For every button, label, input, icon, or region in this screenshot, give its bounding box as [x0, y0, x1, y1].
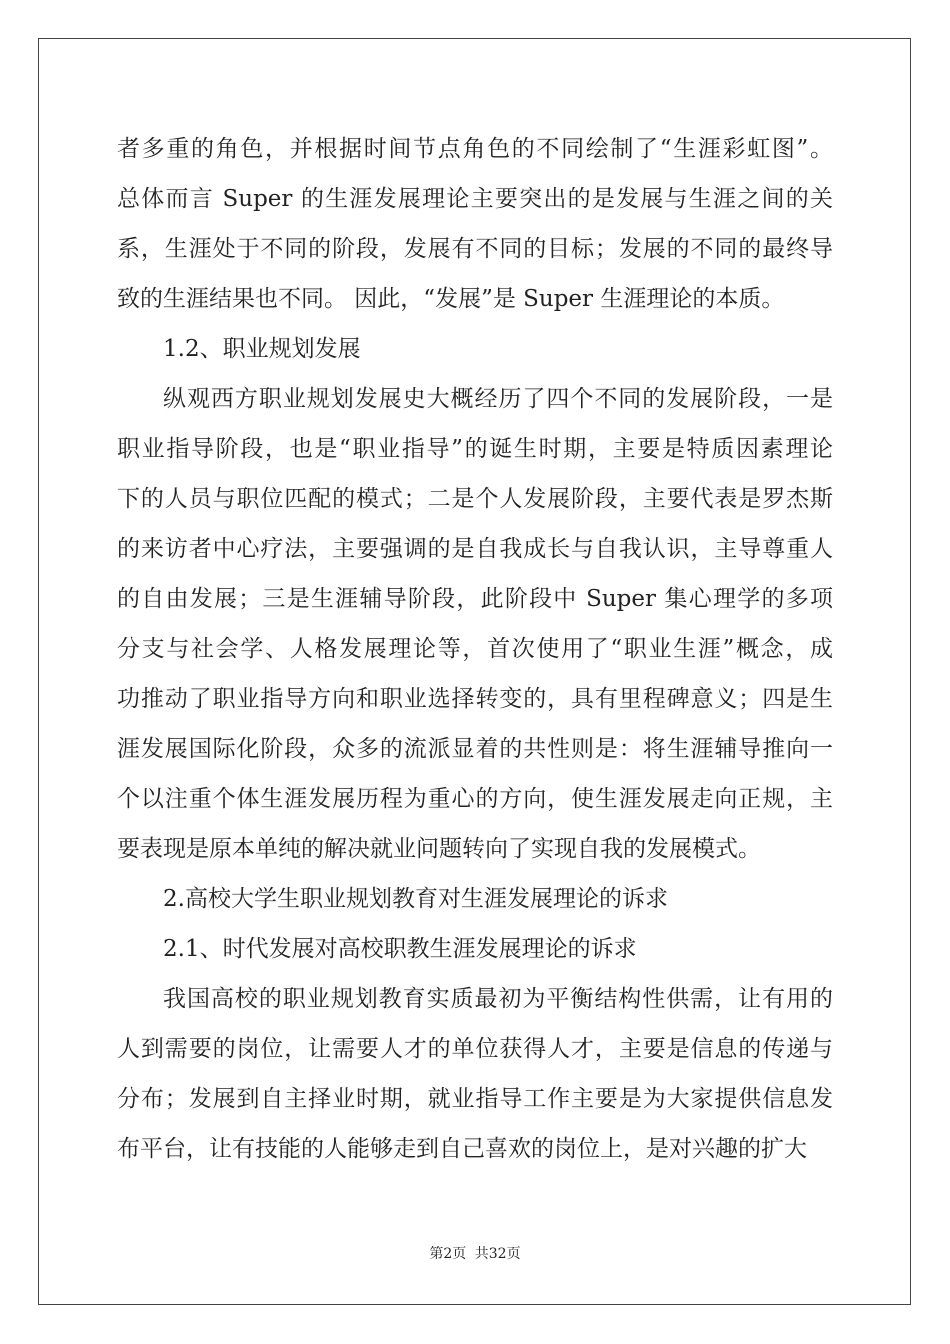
paragraph [117, 374, 833, 874]
text-line: 要表现是原本单纯的解决就业问题转向了实现自我的发展模式。 [117, 836, 761, 862]
page-number: 第2页 [429, 1246, 467, 1262]
text-line: 系，生涯处于不同的阶段，发展有不同的目标；发展的不同的最终导 [117, 236, 833, 262]
paragraph [117, 974, 833, 1174]
paragraph [117, 124, 833, 324]
text-line: 我国高校的职业规划教育实质最初为平衡结构性供需，让有用的 [163, 986, 833, 1012]
text-line: 的来访者中心疗法，主要强调的是自我成长与自我认识，主导尊重人 [117, 536, 833, 562]
text-line: 涯发展国际化阶段，众多的流派显着的共性则是：将生涯辅导推向一 [117, 736, 833, 762]
page-footer [0, 1243, 950, 1263]
paragraph [117, 924, 833, 974]
text-line: 下的人员与职位匹配的模式；二是个人发展阶段，主要代表是罗杰斯 [117, 486, 833, 512]
text-line: 职业指导阶段，也是“职业指导”的诞生时期，主要是特质因素理论 [117, 436, 833, 462]
document-body [117, 124, 833, 1174]
text-line: 纵观西方职业规划发展史大概经历了四个不同的发展阶段，一是 [163, 386, 833, 412]
paragraph [117, 324, 833, 374]
text-line: 布平台，让有技能的人能够走到自己喜欢的岗位上，是对兴趣的扩大 [117, 1136, 807, 1162]
text-line: 分布；发展到自主择业时期，就业指导工作主要是为大家提供信息发 [117, 1086, 833, 1112]
text-line: 个以注重个体生涯发展历程为重心的方向，使生涯发展走向正规，主 [117, 786, 833, 812]
text-line: 者多重的角色，并根据时间节点角色的不同绘制了“生涯彩虹图”。 [117, 136, 833, 162]
text-line: 的自由发展；三是生涯辅导阶段，此阶段中 Super 集心理学的多项 [117, 586, 833, 612]
text-line: 总体而言 Super 的生涯发展理论主要突出的是发展与生涯之间的关 [117, 186, 833, 212]
paragraph [117, 874, 833, 924]
text-line: 致的生涯结果也不同。 因此，“发展”是 Super 生涯理论的本质。 [117, 286, 785, 312]
page-total: 共32页 [474, 1246, 521, 1262]
text-line: 分支与社会学、人格发展理论等，首次使用了“职业生涯”概念，成 [117, 636, 833, 662]
text-line: 2.1、时代发展对高校职教生涯发展理论的诉求 [163, 936, 637, 962]
text-line: 1.2、职业规划发展 [163, 336, 361, 362]
text-line: 人到需要的岗位，让需要人才的单位获得人才，主要是信息的传递与 [117, 1036, 833, 1062]
text-line: 功推动了职业指导方向和职业选择转变的，具有里程碑意义；四是生 [117, 686, 833, 712]
text-line: 2.高校大学生职业规划教育对生涯发展理论的诉求 [163, 886, 668, 912]
